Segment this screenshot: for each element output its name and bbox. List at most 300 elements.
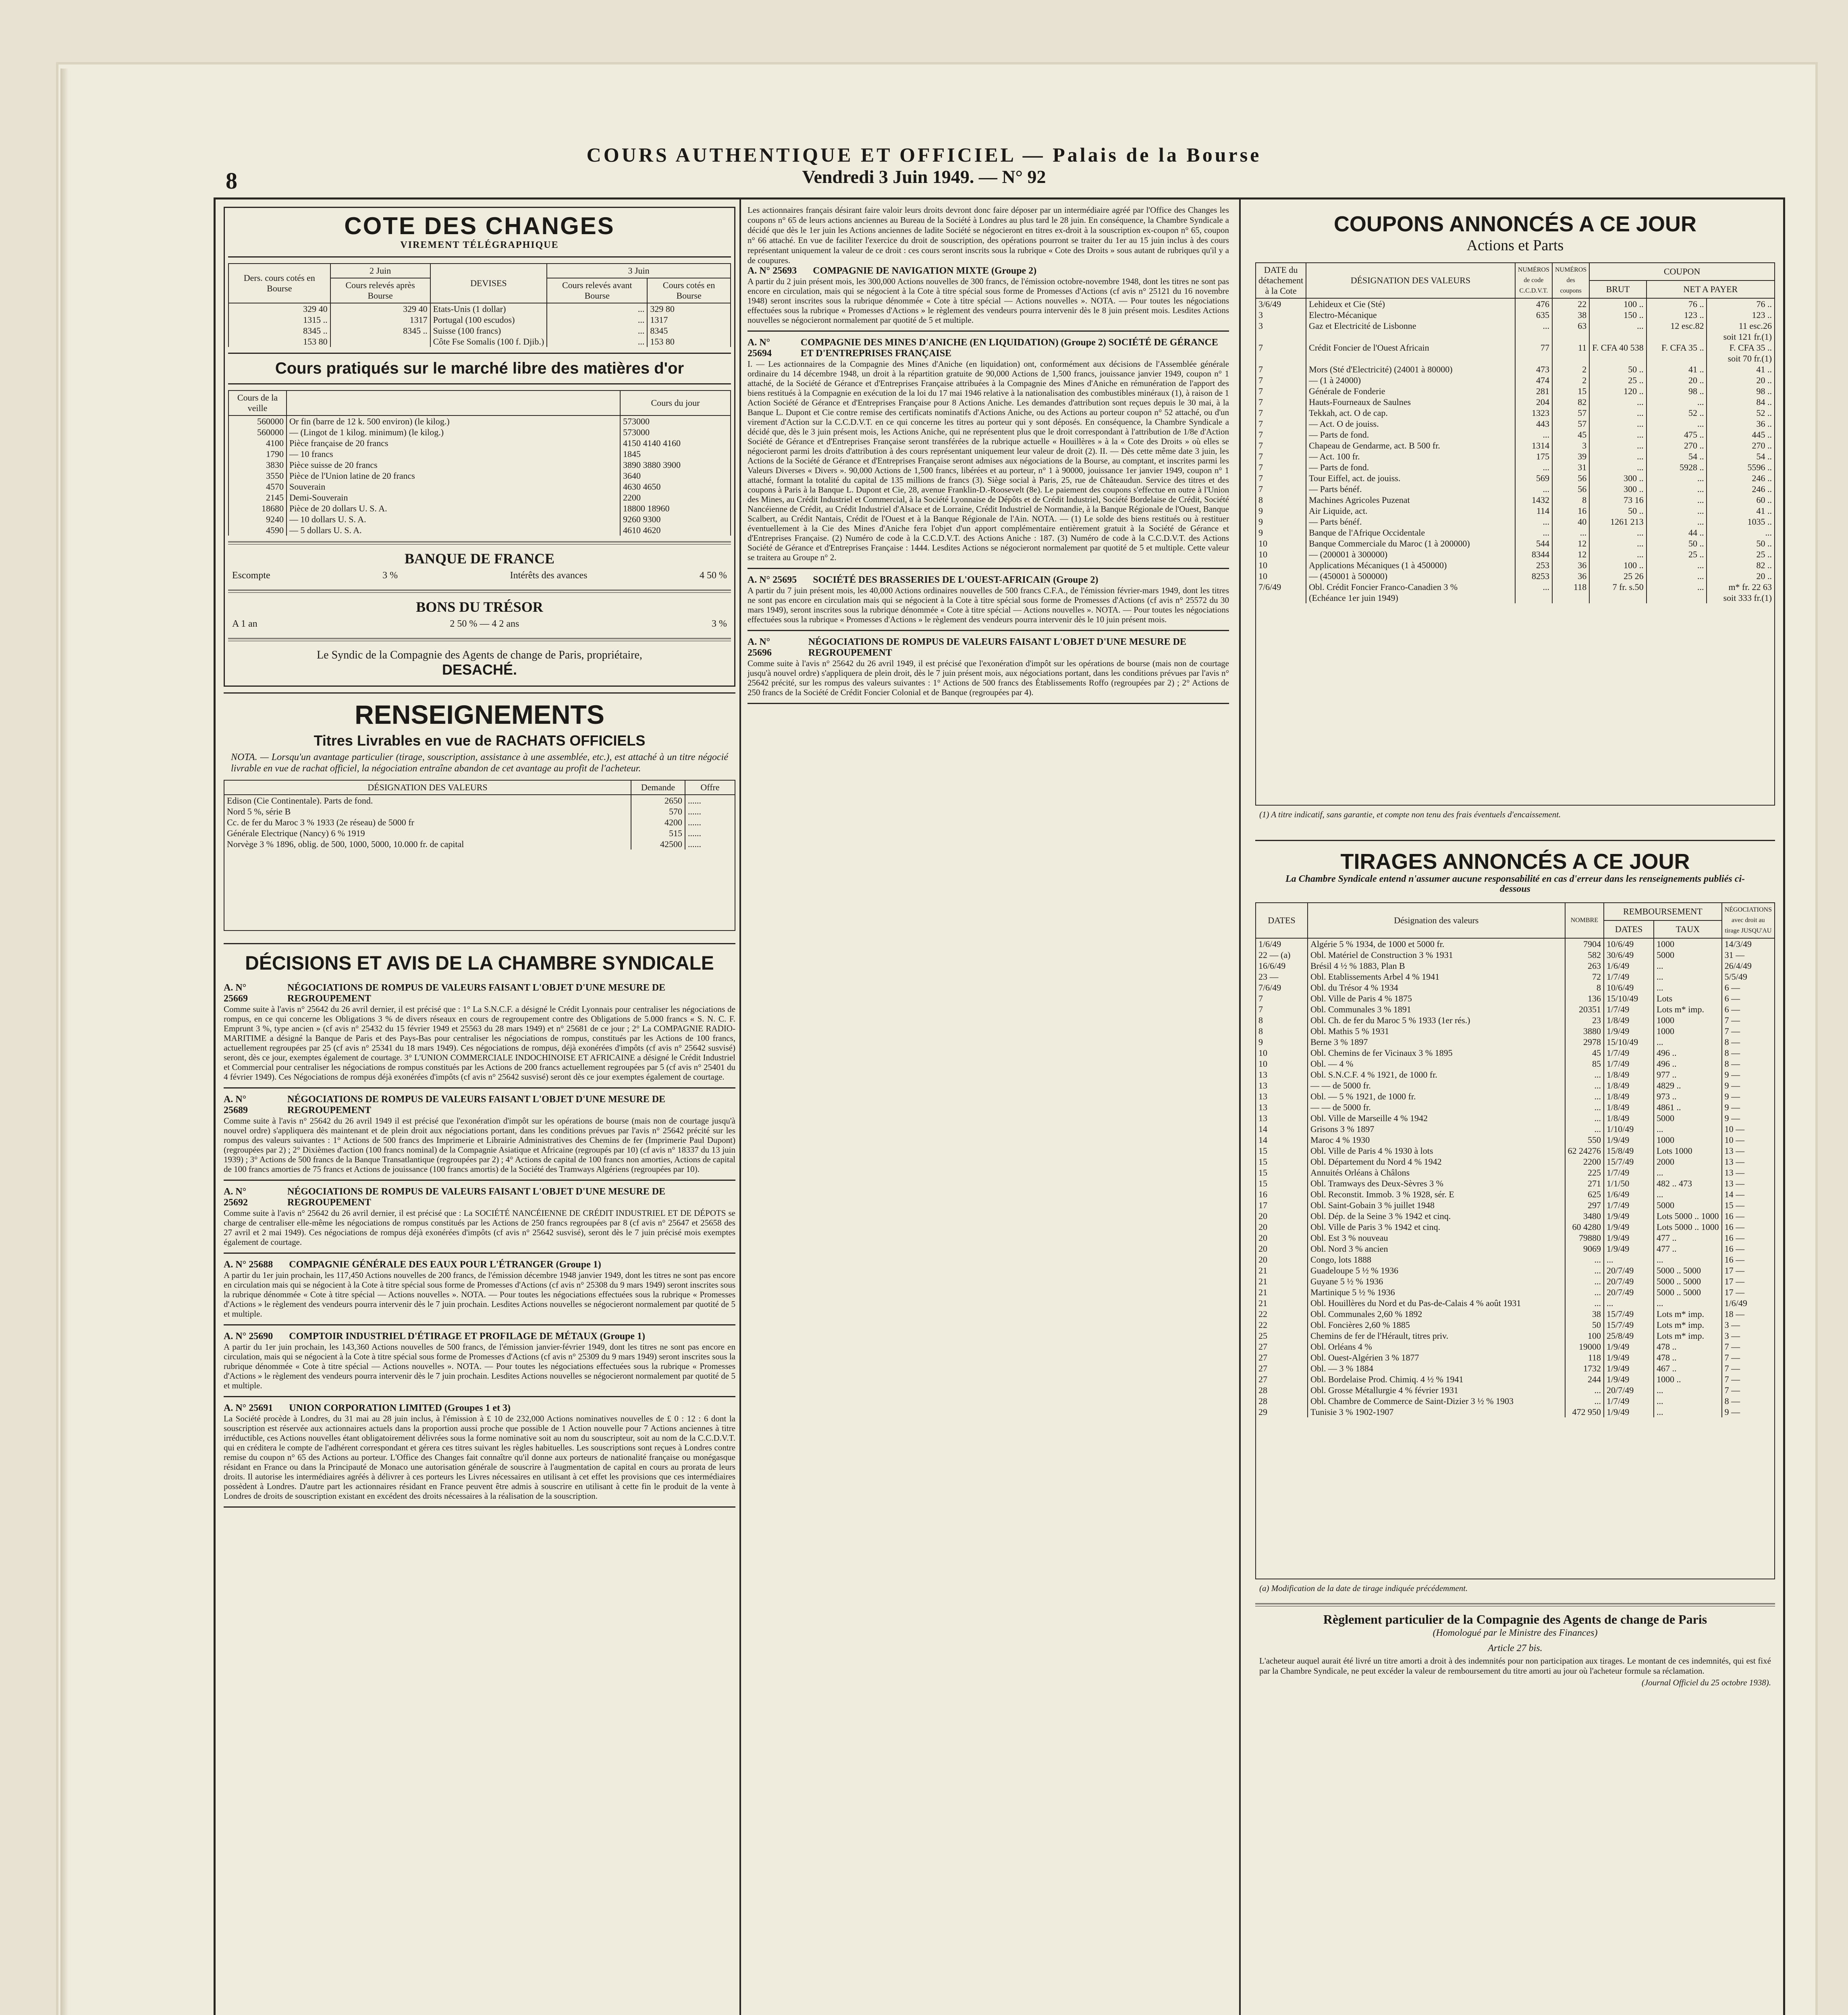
table-cell: 1/7/49: [1604, 1058, 1654, 1069]
table-cell: 3: [1552, 440, 1589, 451]
table-row: [1256, 960, 1775, 971]
table-cell: 5000: [1654, 1113, 1722, 1124]
table-cell: 10/6/49: [1604, 982, 1654, 993]
table-cell: 4829 ..: [1654, 1080, 1722, 1091]
table-cell: 52 ..: [1707, 407, 1775, 418]
table-cell: — Parts bénéf.: [1306, 484, 1515, 494]
table-row: [1256, 1232, 1775, 1243]
table-cell: 582: [1565, 949, 1604, 960]
table-cell: 73 16: [1589, 494, 1646, 505]
table-row: [1256, 310, 1775, 320]
table-cell: 1/7/49: [1604, 1200, 1654, 1211]
table-cell: soit 333 fr.(1): [1707, 592, 1775, 603]
table-cell: [1306, 353, 1515, 364]
table-cell: 476: [1515, 298, 1552, 310]
table-row: [1256, 1309, 1775, 1319]
notice-rule: [224, 1324, 735, 1325]
notice-heading: NÉGOCIATIONS DE ROMPUS DE VALEURS FAISANT L'OBJET D'UNE MESURE DE REGROUPEMENT: [287, 983, 666, 1004]
table-cell: 443: [1515, 418, 1552, 429]
table-row: [1256, 451, 1775, 462]
bons-a1-label: A 1 an: [232, 619, 257, 629]
table-cell: 100 ..: [1589, 298, 1646, 310]
table-cell: ...: [1589, 440, 1646, 451]
table-cell: 56: [1552, 473, 1589, 484]
table-cell: Mors (Sté d'Electricité) (24001 à 80000): [1306, 364, 1515, 375]
col-2juin: 2 Juin: [330, 264, 430, 278]
notice-number: A. N° 25696: [748, 637, 772, 658]
table-cell: 7 —: [1722, 1352, 1775, 1363]
table-row: [1256, 1015, 1775, 1026]
table-cell: 60 4280: [1565, 1221, 1604, 1232]
table-cell: 496 ..: [1654, 1047, 1722, 1058]
notice-item: [748, 575, 1229, 631]
table-cell: 1732: [1565, 1363, 1604, 1374]
table-cell: Obl. Matériel de Construction 3 % 1931: [1308, 949, 1565, 960]
table-row: [1256, 1330, 1775, 1341]
table-cell: 5000 .. 5000: [1654, 1265, 1722, 1276]
table-cell: Demi-Souverain: [287, 492, 620, 503]
table-cell: 39: [1552, 451, 1589, 462]
table-cell: 36 ..: [1707, 418, 1775, 429]
table-cell: ...: [1647, 494, 1707, 505]
table-cell: 1/9/49: [1604, 1406, 1654, 1417]
table-cell: 62 24276: [1565, 1145, 1604, 1156]
table-cell: 3: [1256, 320, 1306, 331]
table-cell: 7 —: [1722, 1385, 1775, 1396]
masthead-date: Vendredi 3 Juin 1949. — N° 92: [802, 166, 1046, 187]
renseignements-subtitle: Titres Livrables en vue de RACHATS OFFICIELS: [314, 732, 646, 749]
table-cell: 30/6/49: [1604, 949, 1654, 960]
table-cell: ...: [1589, 407, 1646, 418]
table-cell: 1/6/49: [1256, 938, 1308, 949]
table-cell: 77: [1515, 342, 1552, 353]
table-cell: Pièce suisse de 20 francs: [287, 459, 620, 470]
table-cell: Souverain: [287, 481, 620, 492]
table-cell: ...: [1647, 484, 1707, 494]
table-row: [1256, 364, 1775, 375]
table-cell: ...: [1515, 516, 1552, 527]
table-row: [1256, 1080, 1775, 1091]
table-cell: 2650: [631, 795, 685, 806]
table-cell: 1000 ..: [1654, 1374, 1722, 1385]
table-cell: 7: [1256, 407, 1306, 418]
table-cell: Air Liquide, act.: [1306, 505, 1515, 516]
table-cell: 20: [1256, 1232, 1308, 1243]
table-cell: 41 ..: [1707, 364, 1775, 375]
table-cell: Obl. Grosse Métallurgie 4 % février 1931: [1308, 1385, 1565, 1396]
renseignements-title: RENSEIGNEMENTS: [355, 700, 604, 729]
table-cell: 41 ..: [1647, 364, 1707, 375]
table-cell: Congo, lots 1888: [1308, 1254, 1565, 1265]
reglement-text: L'acheteur auquel aurait été livré un titre amorti a droit à des indemnités pour non participation aux tirages. Le montant de ces indemnités, qui est fixé par la Chambre Syndicale, ne peut excéder la valeur de remboursement du titre amorti au jour où l'acheteur formule sa réclamation.: [1259, 1656, 1771, 1676]
table-cell: 1000: [1654, 938, 1722, 949]
bons-tresor-rates: [228, 615, 731, 632]
notice-rule: [748, 630, 1229, 631]
table-cell: 569: [1515, 473, 1552, 484]
table-cell: 118: [1552, 582, 1589, 592]
table-cell: 20: [1256, 1221, 1308, 1232]
table-cell: 9 —: [1722, 1406, 1775, 1417]
table-cell: 23 —: [1256, 971, 1308, 982]
table-row: [1256, 375, 1775, 386]
table-cell: Obl. Département du Nord 4 % 1942: [1308, 1156, 1565, 1167]
table-cell: 1/9/49: [1604, 1363, 1654, 1374]
table-cell: Obl. Foncières 2,60 % 1885: [1308, 1319, 1565, 1330]
table-cell: m* fr. 22 63: [1707, 582, 1775, 592]
table-row: [1256, 1037, 1775, 1047]
table-row: [1256, 582, 1775, 592]
table-cell: — Parts de fond.: [1306, 429, 1515, 440]
table-row: [1256, 516, 1775, 527]
table-cell: 7: [1256, 342, 1306, 353]
table-cell: 50: [1565, 1319, 1604, 1330]
table-cell: Annuités Orléans à Châlons: [1308, 1167, 1565, 1178]
table-cell: 42500: [631, 839, 685, 850]
table-cell: ...: [1565, 1396, 1604, 1406]
table-cell: 17 —: [1722, 1265, 1775, 1276]
table-cell: 7: [1256, 386, 1306, 397]
table-cell: 1/9/49: [1604, 1243, 1654, 1254]
table-cell: (Echéance 1er juin 1949): [1306, 592, 1515, 603]
table-cell: 1790: [228, 449, 287, 459]
table-cell: Suisse (100 francs): [430, 325, 547, 336]
table-cell: ......: [685, 828, 735, 839]
table-cell: ...: [1647, 397, 1707, 407]
table-cell: — — de 5000 fr.: [1308, 1102, 1565, 1113]
col-releves-apres: Cours relevés après Bourse: [330, 278, 430, 303]
table-cell: ...: [1654, 1254, 1722, 1265]
middle-column: [748, 199, 1229, 2015]
table-cell: Obl. — 4 %: [1308, 1058, 1565, 1069]
table-cell: 6 —: [1722, 993, 1775, 1004]
table-cell: 8: [1565, 982, 1604, 993]
table-cell: 271: [1565, 1178, 1604, 1189]
column-rule: [1239, 199, 1241, 2015]
table-cell: 515: [631, 828, 685, 839]
notice-rule: [224, 1253, 735, 1254]
table-row: [1256, 1145, 1775, 1156]
table-cell: ...: [1647, 505, 1707, 516]
table-cell: ...: [1654, 971, 1722, 982]
table-row: [1256, 386, 1775, 397]
page-number: 8: [226, 168, 237, 194]
table-cell: 22: [1256, 1319, 1308, 1330]
table-cell: 445 ..: [1707, 429, 1775, 440]
table-cell: 10: [1256, 560, 1306, 571]
table-row: [1256, 993, 1775, 1004]
table-cell: ...: [1604, 1254, 1654, 1265]
notice-item: [748, 337, 1229, 569]
table-row: [1256, 1091, 1775, 1102]
table-row: [228, 415, 731, 427]
table-cell: — Act. O de jouiss.: [1306, 418, 1515, 429]
table-cell: 16 —: [1722, 1232, 1775, 1243]
table-cell: Brésil 4 ½ % 1883, Plan B: [1308, 960, 1565, 971]
table-cell: 13 —: [1722, 1156, 1775, 1167]
table-cell: 1/9/49: [1604, 1221, 1654, 1232]
table-cell: Crédit Foncier de l'Ouest Africain: [1306, 342, 1515, 353]
matieres-or-table: [228, 390, 731, 536]
col-num-cote: NUMÉROS de code C.C.D.V.T.: [1515, 263, 1552, 298]
table-row: [1256, 1178, 1775, 1189]
table-cell: ...: [1552, 527, 1589, 538]
table-row: [228, 459, 731, 470]
table-cell: [1515, 353, 1552, 364]
table-cell: 1/9/49: [1604, 1211, 1654, 1221]
table-cell: 17 —: [1722, 1276, 1775, 1287]
table-cell: 8345: [647, 325, 731, 336]
avances-value: 4 50 %: [700, 570, 727, 581]
table-row: [1256, 571, 1775, 582]
notice-item: [224, 1186, 735, 1254]
table-cell: Cc. de fer du Maroc 3 % 1933 (2e réseau) de 5000 fr: [224, 817, 631, 828]
table-cell: 1315 ..: [228, 314, 330, 325]
table-row: [228, 503, 731, 514]
table-cell: 18680: [228, 503, 287, 514]
cote-changes-subtitle: VIREMENT TÉLÉGRAPHIQUE: [400, 240, 559, 250]
table-cell: 477 ..: [1654, 1232, 1722, 1243]
notice-heading: UNION CORPORATION LIMITED (Groupes 1 et 3): [289, 1403, 511, 1413]
table-cell: 7: [1256, 462, 1306, 473]
table-cell: Lots 5000 .. 1000: [1654, 1221, 1722, 1232]
notice-text: A partir du 7 juin présent mois, les 40,000 Actions ordinaires nouvelles de 500 francs C.F.A., de l'émission février-mars 1949, dont les titres ne sont pas encore en circulation mais qui se négocient à la Cote à titre spécial sous forme de Promesses d'Actions (cf avis n° 25572 du 30 mars 1949), seront inscrites sous la rubrique dénommée « Cote à titre spécial — Actions nouvelles ». NOTA. — Pour toutes les négociations effectuées sous la rubrique « Promesses d'Actions » le règlement des vendeurs pourra intervenir dès le 10 juin présent mois.: [748, 586, 1229, 624]
table-row: [1256, 527, 1775, 538]
table-cell: 54 ..: [1647, 451, 1707, 462]
table-cell: 15/10/49: [1604, 1037, 1654, 1047]
table-cell: ...: [1565, 1276, 1604, 1287]
table-cell: Tunisie 3 % 1902-1907: [1308, 1406, 1565, 1417]
table-cell: 7: [1256, 451, 1306, 462]
table-cell: 7 —: [1722, 1341, 1775, 1352]
table-cell: 9240: [228, 514, 287, 525]
tirages-title: TIRAGES ANNONCÉS A CE JOUR: [1340, 850, 1690, 874]
table-cell: ...: [1515, 429, 1552, 440]
notice-header: [224, 1094, 735, 1116]
table-cell: 3/6/49: [1256, 298, 1306, 310]
table-cell: ...: [547, 336, 647, 347]
table-cell: 15/7/49: [1604, 1156, 1654, 1167]
table-cell: 4100: [228, 438, 287, 449]
rachats-table-blank: [224, 850, 735, 931]
table-cell: 36: [1552, 560, 1589, 571]
table-cell: 4590: [228, 525, 287, 536]
table-cell: 4150 4140 4160: [620, 438, 731, 449]
notice-rule: [224, 1180, 735, 1181]
table-row: [228, 438, 731, 449]
table-cell: 13 —: [1722, 1145, 1775, 1156]
table-cell: 118: [1565, 1352, 1604, 1363]
table-cell: 1261 213: [1589, 516, 1646, 527]
table-cell: 5000: [1654, 1200, 1722, 1211]
table-cell: 41 ..: [1707, 505, 1775, 516]
table-cell: Martinique 5 ½ % 1936: [1308, 1287, 1565, 1298]
table-cell: 573000: [620, 427, 731, 438]
notice-heading: COMPAGNIE DES MINES D'ANICHE (EN LIQUIDATION) (Groupe 2) SOCIÉTÉ DE GÉRANCE ET D'ENTREPRISES FRANÇAISE: [800, 337, 1218, 359]
table-cell: — Parts bénéf.: [1306, 516, 1515, 527]
table-cell: Nord 5 %, série B: [224, 806, 631, 817]
notice-heading: NÉGOCIATIONS DE ROMPUS DE VALEURS FAISANT L'OBJET D'UNE MESURE DE REGROUPEMENT: [808, 637, 1186, 658]
table-cell: 635: [1515, 310, 1552, 320]
table-cell: 253: [1515, 560, 1552, 571]
table-cell: 4630 4650: [620, 481, 731, 492]
table-row: [1256, 494, 1775, 505]
table-cell: 25 ..: [1589, 375, 1646, 386]
table-cell: 1317: [647, 314, 731, 325]
table-cell: 1/6/49: [1604, 960, 1654, 971]
table-cell: Obl. Tramways des Deux-Sèvres 3 %: [1308, 1178, 1565, 1189]
notice-text: Comme suite à l'avis n° 25642 du 26 avril 1949 il est précisé que l'exonération d'impôt sur les opérations de bourse (mais non de courtage jusqu'à nouvel ordre) s'appliquera dès maintenant et de plein droit aux négociations portant, dans les conditions prévues par l'avis n° 25642 précité sur les rompus des valeurs suivantes : 1° Actions de 500 francs des Imprimerie et Librairie Administratives des Chemins de fer (Imprimerie Paul Dupont) (regroupées par 2) ; 2° Dixièmes d'action (100 francs nominal) de la Compagnie Asiatique et Africaine (regroupés par 10) (cf avis n° 18337 du 13 juin 1939) ; 3° Actions de 500 francs de la Banque Transatlantique (regroupées par 2) ; 4° Actions de capital de 100 francs non amorties, Actions de capital de 100 francs amorties de 75 francs et Actions de jouissance (100 francs amortis) de la Société des Tramways Algériens (regroupées par 10).: [224, 1116, 735, 1174]
table-cell: 20/7/49: [1604, 1276, 1654, 1287]
table-cell: ...: [1589, 538, 1646, 549]
table-cell: 153 80: [647, 336, 731, 347]
table-cell: 1/8/49: [1604, 1015, 1654, 1026]
table-cell: 21: [1256, 1287, 1308, 1298]
table-cell: 8 —: [1722, 1396, 1775, 1406]
table-cell: 1/7/49: [1604, 1396, 1654, 1406]
table-cell: 27: [1256, 1341, 1308, 1352]
table-cell: Lots m* imp.: [1654, 1319, 1722, 1330]
table-cell: soit 70 fr.(1): [1707, 353, 1775, 364]
right-column: [1255, 199, 1775, 2015]
table-cell: 477 ..: [1654, 1243, 1722, 1254]
table-cell: — Parts de fond.: [1306, 462, 1515, 473]
table-cell: 9260 9300: [620, 514, 731, 525]
table-row: [224, 817, 735, 828]
table-cell: 52 ..: [1647, 407, 1707, 418]
table-cell: ...: [1515, 320, 1552, 331]
table-cell: 16 —: [1722, 1211, 1775, 1221]
table-cell: 7: [1256, 473, 1306, 484]
notice-header: [748, 637, 1229, 659]
table-cell: 14/3/49: [1722, 938, 1775, 949]
table-cell: 7904: [1565, 938, 1604, 949]
table-cell: 31 —: [1722, 949, 1775, 960]
table-cell: ...: [1654, 1298, 1722, 1309]
table-cell: 478 ..: [1654, 1341, 1722, 1352]
table-cell: 4861 ..: [1654, 1102, 1722, 1113]
table-row: [1256, 1298, 1775, 1309]
table-cell: ...: [1654, 982, 1722, 993]
notice-heading: COMPAGNIE GÉNÉRALE DES EAUX POUR L'ÉTRANGER (Groupe 1): [289, 1259, 601, 1270]
table-row: [1256, 1406, 1775, 1417]
notice-item: [224, 1094, 735, 1181]
table-cell: ...: [1565, 1265, 1604, 1276]
table-row: [1256, 1134, 1775, 1145]
table-cell: 13: [1256, 1091, 1308, 1102]
table-cell: Etats-Unis (1 dollar): [430, 303, 547, 314]
table-row: [1256, 407, 1775, 418]
table-cell: ...: [1565, 1102, 1604, 1113]
table-cell: 76 ..: [1647, 298, 1707, 310]
table-cell: [1256, 353, 1306, 364]
table-cell: Lots m* imp.: [1654, 1004, 1722, 1015]
col-jour: Cours du jour: [620, 391, 731, 415]
table-cell: 10/6/49: [1604, 938, 1654, 949]
table-cell: 60 ..: [1707, 494, 1775, 505]
table-cell: 9 —: [1722, 1080, 1775, 1091]
table-cell: 14: [1256, 1124, 1308, 1134]
decisions-title: DÉCISIONS ET AVIS DE LA CHAMBRE SYNDICALE: [245, 953, 714, 974]
table-row: [1256, 331, 1775, 342]
table-cell: Obl. Saint-Gobain 3 % juillet 1948: [1308, 1200, 1565, 1211]
table-cell: 9 —: [1722, 1091, 1775, 1102]
table-cell: 27: [1256, 1363, 1308, 1374]
col-date: DATE du détachement à la Cote: [1256, 263, 1306, 298]
table-cell: ...: [1589, 320, 1646, 331]
col-brut: BRUT: [1589, 280, 1646, 298]
table-cell: Chapeau de Gendarme, act. B 500 fr.: [1306, 440, 1515, 451]
table-cell: ...: [1647, 516, 1707, 527]
table-cell: [1589, 592, 1646, 603]
coupons-subtitle: Actions et Parts: [1466, 237, 1564, 254]
table-cell: 9 —: [1722, 1069, 1775, 1080]
table-row: [1256, 971, 1775, 982]
table-row: [1256, 1363, 1775, 1374]
escompte-value: 3 %: [382, 570, 398, 581]
table-cell: 82: [1552, 397, 1589, 407]
table-cell: 3: [1256, 310, 1306, 320]
table-cell: ......: [685, 817, 735, 828]
table-row: [224, 806, 735, 817]
table-row: [228, 303, 731, 314]
table-cell: 25: [1256, 1330, 1308, 1341]
table-cell: 1/8/49: [1604, 1069, 1654, 1080]
notice-number: A. N° 25691: [224, 1403, 273, 1413]
table-cell: ...: [1515, 484, 1552, 494]
table-cell: 11: [1552, 342, 1589, 353]
table-cell: ...: [1565, 1385, 1604, 1396]
table-cell: ...: [1647, 560, 1707, 571]
table-cell: Algérie 5 % 1934, de 1000 et 5000 fr.: [1308, 938, 1565, 949]
left-column: [224, 199, 735, 2015]
notice-rule: [224, 1396, 735, 1397]
table-row: [1256, 1047, 1775, 1058]
table-cell: 1/7/49: [1604, 1004, 1654, 1015]
reglement-article: Article 27 bis.: [1488, 1643, 1543, 1654]
table-cell: ...: [1654, 1385, 1722, 1396]
reglement-subtitle: (Homologué par le Ministre des Finances): [1433, 1628, 1598, 1638]
table-cell: 22 — (a): [1256, 949, 1308, 960]
table-cell: 7: [1256, 429, 1306, 440]
notice-number: A. N° 25692: [224, 1186, 248, 1208]
table-cell: 7: [1256, 364, 1306, 375]
table-row: [1256, 440, 1775, 451]
notice-header: [748, 266, 1229, 276]
table-cell: Lots 5000 .. 1000: [1654, 1211, 1722, 1221]
table-cell: Obl. Ville de Paris 4 % 1875: [1308, 993, 1565, 1004]
table-cell: 27: [1256, 1374, 1308, 1385]
table-cell: 9: [1256, 516, 1306, 527]
table-cell: ...: [1589, 462, 1646, 473]
table-cell: F. CFA 35 ..: [1707, 342, 1775, 353]
table-cell: 2200: [1565, 1156, 1604, 1167]
table-cell: 8 —: [1722, 1047, 1775, 1058]
table-cell: 560000: [228, 427, 287, 438]
table-row: [1256, 473, 1775, 484]
rachats-table: [224, 780, 735, 850]
table-row: [1256, 1385, 1775, 1396]
table-cell: 114: [1515, 505, 1552, 516]
table-cell: 82 ..: [1707, 560, 1775, 571]
table-cell: ...: [1589, 397, 1646, 407]
table-cell: 16 —: [1722, 1221, 1775, 1232]
table-row: [1256, 1058, 1775, 1069]
table-cell: 79880: [1565, 1232, 1604, 1243]
table-cell: Or fin (barre de 12 k. 500 environ) (le kilog.): [287, 415, 620, 427]
table-cell: 482 .. 473: [1654, 1178, 1722, 1189]
notice-text: La Société procède à Londres, du 31 mai au 28 juin inclus, à l'émission à £ 10 de 232,000 Actions nominatives nouvelles de £ 0 : 12 : 6 dont la souscription est réservée aux actionnaires actuels dans la proportion aussi proche que possible de 1 Action nouvelle pour 7 Actions anciennes à titre irréductible, ces Actions nouvelles étant obligatoirement délivrées sous la forme nominative soit au nom du souscripteur, soit au nom de la C.C.D.V.T. qui en créditera le compte de l'adhérent correspondant et gérera ces titres suivant les règles habituelles. Les souscriptions sont reçues à Londres contre remise du coupon n° 65 des Actions au porteur. L'Office des Changes fait connaître qu'il donne aux porteurs de nationalité française ou monégasque résidant en France ou dans la Principauté de Monaco une autorisation générale de souscrire à l'augmentation de capital en cours au prorata de leurs droits. Il autorise les intermédiaires agréés à délivrer à ces porteurs les Livres nécessaires en utilisant à cet effet les provisions que ces intermédiaires possèdent à Londres. D'autre part les actionnaires résidant en France peuvent être admis à souscrire en utilisant à cette fin le produit de la vente à Londres de droits de souscription existant en excédent des droits nécessaires à la réalisation de la souscription.: [224, 1414, 735, 1501]
notice-text: A partir du 1er juin prochain, les 117,450 Actions nouvelles de 200 francs, de l'émission décembre 1948 janvier 1949, dont les titres ne sont pas encore en circulation mais qui se négocient à la Cote à titre spécial sous forme de Promesses d'Actions (cf avis n° 25308 du 9 mars 1949) seront inscrites sous la rubrique dénommée « Cote à titre spécial — Actions nouvelles ». NOTA. — Pour toutes les négociations effectuées sous la rubrique « Promesses d'Actions » le règlement des vendeurs pourra intervenir dès le 7 juin prochain. Lesdites Actions nouvelles se négocieront normalement par quotité de 5 et multiple.: [224, 1270, 735, 1319]
